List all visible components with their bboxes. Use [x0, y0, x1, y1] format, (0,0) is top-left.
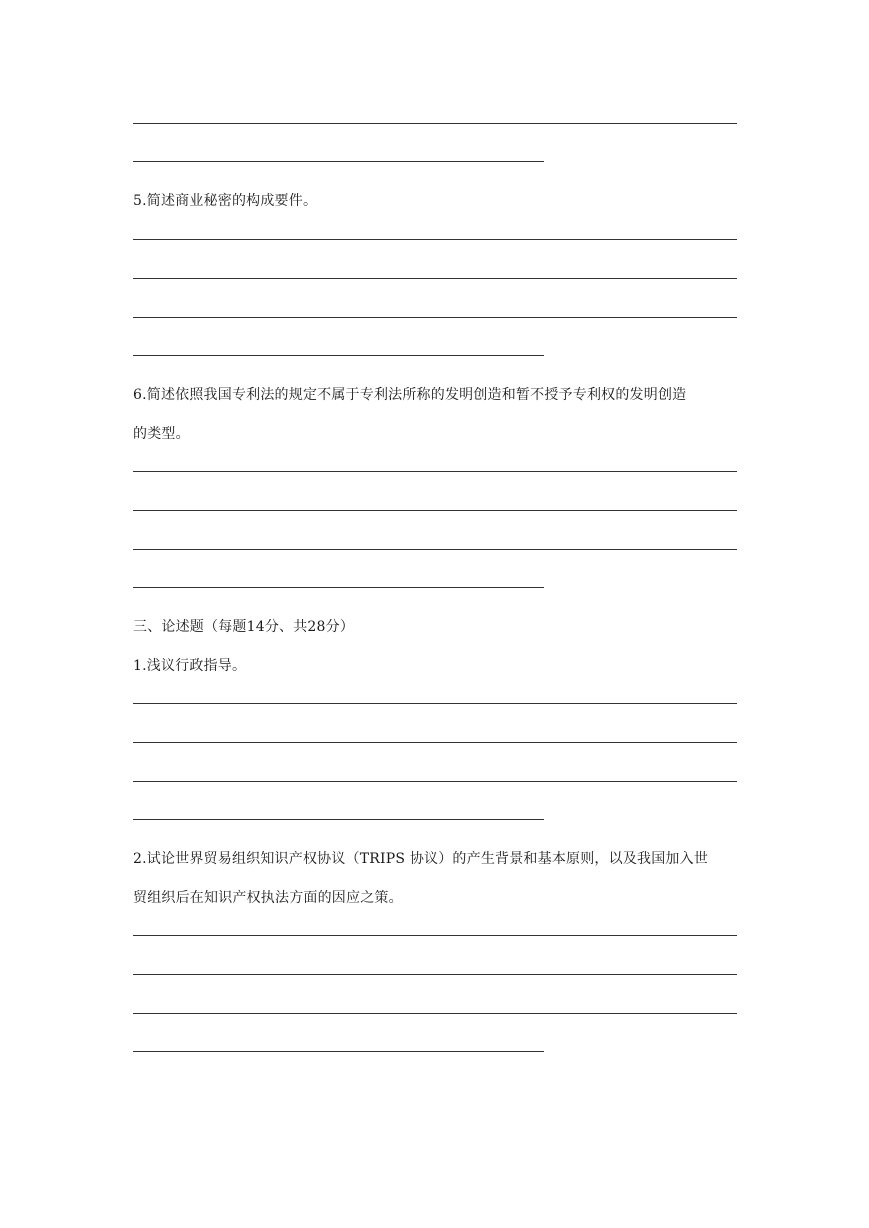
- answer-line: [133, 239, 737, 240]
- question-5: 5.简述商业秘密的构成要件。: [133, 193, 318, 209]
- answer-line: [133, 1013, 737, 1014]
- answer-line: [133, 587, 544, 588]
- answer-line: [133, 1051, 544, 1052]
- section-3-heading: 三、论述题（每题14分、共28分）: [133, 619, 355, 635]
- answer-line: [133, 161, 544, 162]
- essay-question-1: 1.浅议行政指导。: [133, 658, 247, 674]
- question-6-line-1: 6.简述依照我国专利法的规定不属于专利法所称的发明创造和暂不授予专利权的发明创造: [133, 387, 687, 403]
- question-6-line-2: 的类型。: [133, 426, 190, 442]
- answer-line: [133, 742, 737, 743]
- answer-line: [133, 510, 737, 511]
- answer-line: [133, 819, 544, 820]
- essay-question-2-line-2: 贸组织后在知识产权执法方面的因应之策。: [133, 890, 403, 906]
- answer-line: [133, 317, 737, 318]
- answer-line: [133, 123, 737, 124]
- answer-line: [133, 549, 737, 550]
- answer-line: [133, 703, 737, 704]
- answer-line: [133, 974, 737, 975]
- answer-line: [133, 781, 737, 782]
- answer-line: [133, 355, 544, 356]
- answer-line: [133, 471, 737, 472]
- answer-line: [133, 935, 737, 936]
- essay-question-2-line-1: 2.试论世界贸易组织知识产权协议（TRIPS 协议）的产生背景和基本原则，以及我国加入世: [133, 851, 709, 867]
- answer-line: [133, 278, 737, 279]
